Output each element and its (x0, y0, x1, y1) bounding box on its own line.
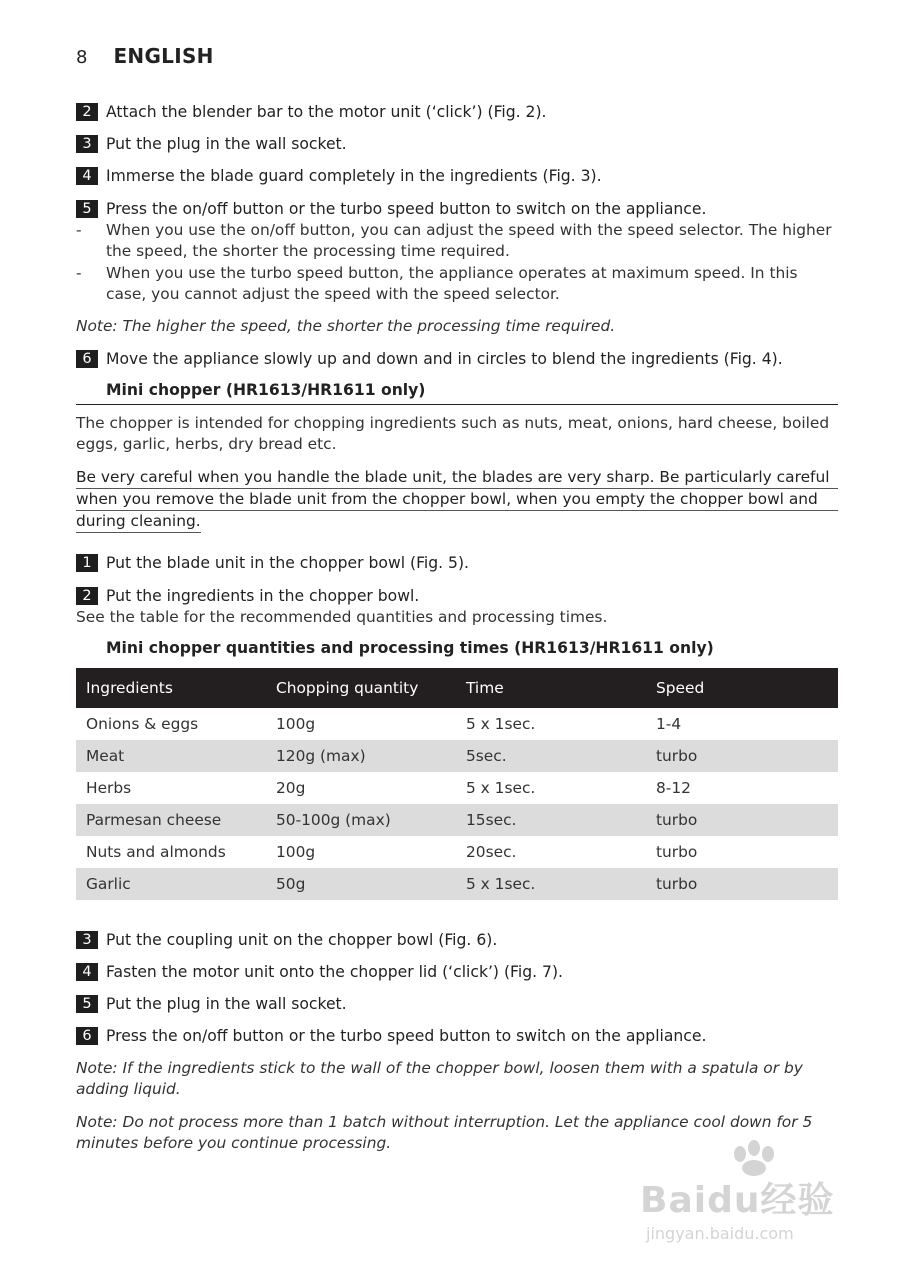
page-header (76, 44, 214, 68)
bullet-dash: - (76, 264, 82, 282)
step-number-badge: 5 (76, 200, 98, 218)
table-cell: Nuts and almonds (86, 843, 226, 861)
paw-icon (726, 1140, 786, 1176)
section-title: ENGLISH (113, 44, 214, 68)
table-cell: 100g (276, 843, 316, 861)
table-cell: turbo (646, 740, 838, 772)
step-number-badge: 4 (76, 167, 98, 185)
table-cell: Garlic (76, 868, 266, 900)
step-text: Put the ingredients in the chopper bowl. (106, 587, 420, 605)
step-item (76, 962, 563, 982)
table-cell: Parmesan cheese (76, 804, 266, 836)
quantities-table (76, 668, 838, 900)
watermark-logo: Baidu经验 (640, 1180, 835, 1221)
table-cell: Onions & eggs (86, 715, 199, 733)
table-row (76, 772, 838, 804)
warning-line: when you remove the blade unit from the chopper bowl, when you empty the chopper bowl and (76, 489, 838, 511)
column-header: Time (456, 668, 646, 708)
table-cell: turbo (646, 868, 838, 900)
step-text: Put the blade unit in the chopper bowl (Fig. 5). (106, 554, 470, 572)
page-number: 8 (76, 47, 88, 68)
note-batch: Note: Do not process more than 1 batch without interruption. Let the appliance cool down for 5 minutes before you continue processing. (76, 1113, 813, 1152)
step-text: Attach the blender bar to the motor unit (‘click’) (Fig. 2). (106, 103, 547, 121)
column-header: Speed (646, 668, 838, 708)
table-cell: 5 x 1sec. (466, 715, 536, 733)
table-cell: 1-4 (656, 715, 682, 733)
note-spatula: Note: If the ingredients stick to the wall of the chopper bowl, loosen them with a spatula or by adding liquid. (76, 1059, 803, 1098)
table-heading: Mini chopper quantities and processing times (HR1613/HR1611 only) (106, 639, 714, 657)
step-text: Fasten the motor unit onto the chopper lid (‘click’) (Fig. 7). (106, 963, 563, 981)
heading-rule (76, 404, 838, 405)
step-number-badge: 4 (76, 963, 98, 981)
step-item (76, 586, 419, 606)
table-cell: 20g (276, 779, 306, 797)
step-number-badge: 6 (76, 1027, 98, 1045)
bullet-dash: - (76, 221, 82, 239)
step-item (76, 349, 783, 369)
table-row (76, 836, 838, 868)
step-item (76, 553, 469, 573)
table-cell: 50g (266, 868, 456, 900)
bullet-text: When you use the on/off button, you can adjust the speed with the speed selector. The higher the speed, the shorter the processing time required. (106, 221, 832, 260)
step-text: Press the on/off button or the turbo speed button to switch on the appliance. (106, 1027, 707, 1045)
table-row (76, 740, 838, 772)
table-cell: 50-100g (max) (266, 804, 456, 836)
step-text: Move the appliance slowly up and down and in circles to blend the ingredients (Fig. 4). (106, 350, 783, 368)
step-item (76, 1026, 706, 1046)
step-item (76, 199, 706, 219)
step-item (76, 134, 347, 154)
bullet-item (76, 263, 836, 305)
table-cell: 120g (max) (266, 740, 456, 772)
step-item (76, 102, 547, 122)
note-speed: Note: The higher the speed, the shorter the processing time required. (76, 317, 616, 335)
table-row (76, 868, 838, 900)
table-cell: 20sec. (466, 843, 517, 861)
step-number-badge: 2 (76, 103, 98, 121)
step-item (76, 930, 497, 950)
table-cell: Herbs (86, 779, 132, 797)
table-cell: 100g (276, 715, 316, 733)
table-cell: Meat (76, 740, 266, 772)
step-text: Immerse the blade guard completely in the ingredients (Fig. 3). (106, 167, 602, 185)
step-number-badge: 3 (76, 931, 98, 949)
step-text: Put the coupling unit on the chopper bowl (Fig. 6). (106, 931, 498, 949)
table-header-row (76, 668, 838, 708)
step-text: Put the plug in the wall socket. (106, 135, 347, 153)
table-intro: See the table for the recommended quantities and processing times. (76, 608, 608, 626)
table-row (76, 708, 838, 740)
table-cell: 5sec. (456, 740, 646, 772)
table-cell: turbo (646, 804, 838, 836)
step-number-badge: 5 (76, 995, 98, 1013)
column-header: Ingredients (76, 668, 266, 708)
step-text: Press the on/off button or the turbo speed button to switch on the appliance. (106, 200, 707, 218)
chopper-intro: The chopper is intended for chopping ingredients such as nuts, meat, onions, hard cheese, boiled eggs, garlic, herbs, dry bread etc. (76, 414, 830, 453)
table-cell: 5 x 1sec. (466, 779, 536, 797)
warning-line: Be very careful when you handle the blade unit, the blades are very sharp. Be particularly careful (76, 467, 838, 489)
bullet-text: When you use the turbo speed button, the appliance operates at maximum speed. In this case, you cannot adjust the speed with the speed selector. (106, 264, 798, 303)
bullet-item (76, 220, 836, 262)
step-text: Put the plug in the wall socket. (106, 995, 347, 1013)
warning-line: during cleaning. (76, 511, 201, 533)
warning-block (76, 467, 838, 533)
step-number-badge: 1 (76, 554, 98, 572)
baidu-watermark (640, 1140, 860, 1270)
table-cell: 5 x 1sec. (456, 868, 646, 900)
step-item (76, 994, 347, 1014)
watermark-url: jingyan.baidu.com (646, 1224, 794, 1243)
step-number-badge: 3 (76, 135, 98, 153)
table-cell: turbo (656, 843, 698, 861)
column-header: Chopping quantity (266, 668, 456, 708)
table-cell: 15sec. (456, 804, 646, 836)
step-number-badge: 2 (76, 587, 98, 605)
chopper-heading: Mini chopper (HR1613/HR1611 only) (106, 381, 426, 399)
table-row (76, 804, 838, 836)
step-number-badge: 6 (76, 350, 98, 368)
table-cell: 8-12 (656, 779, 691, 797)
step-item (76, 166, 602, 186)
